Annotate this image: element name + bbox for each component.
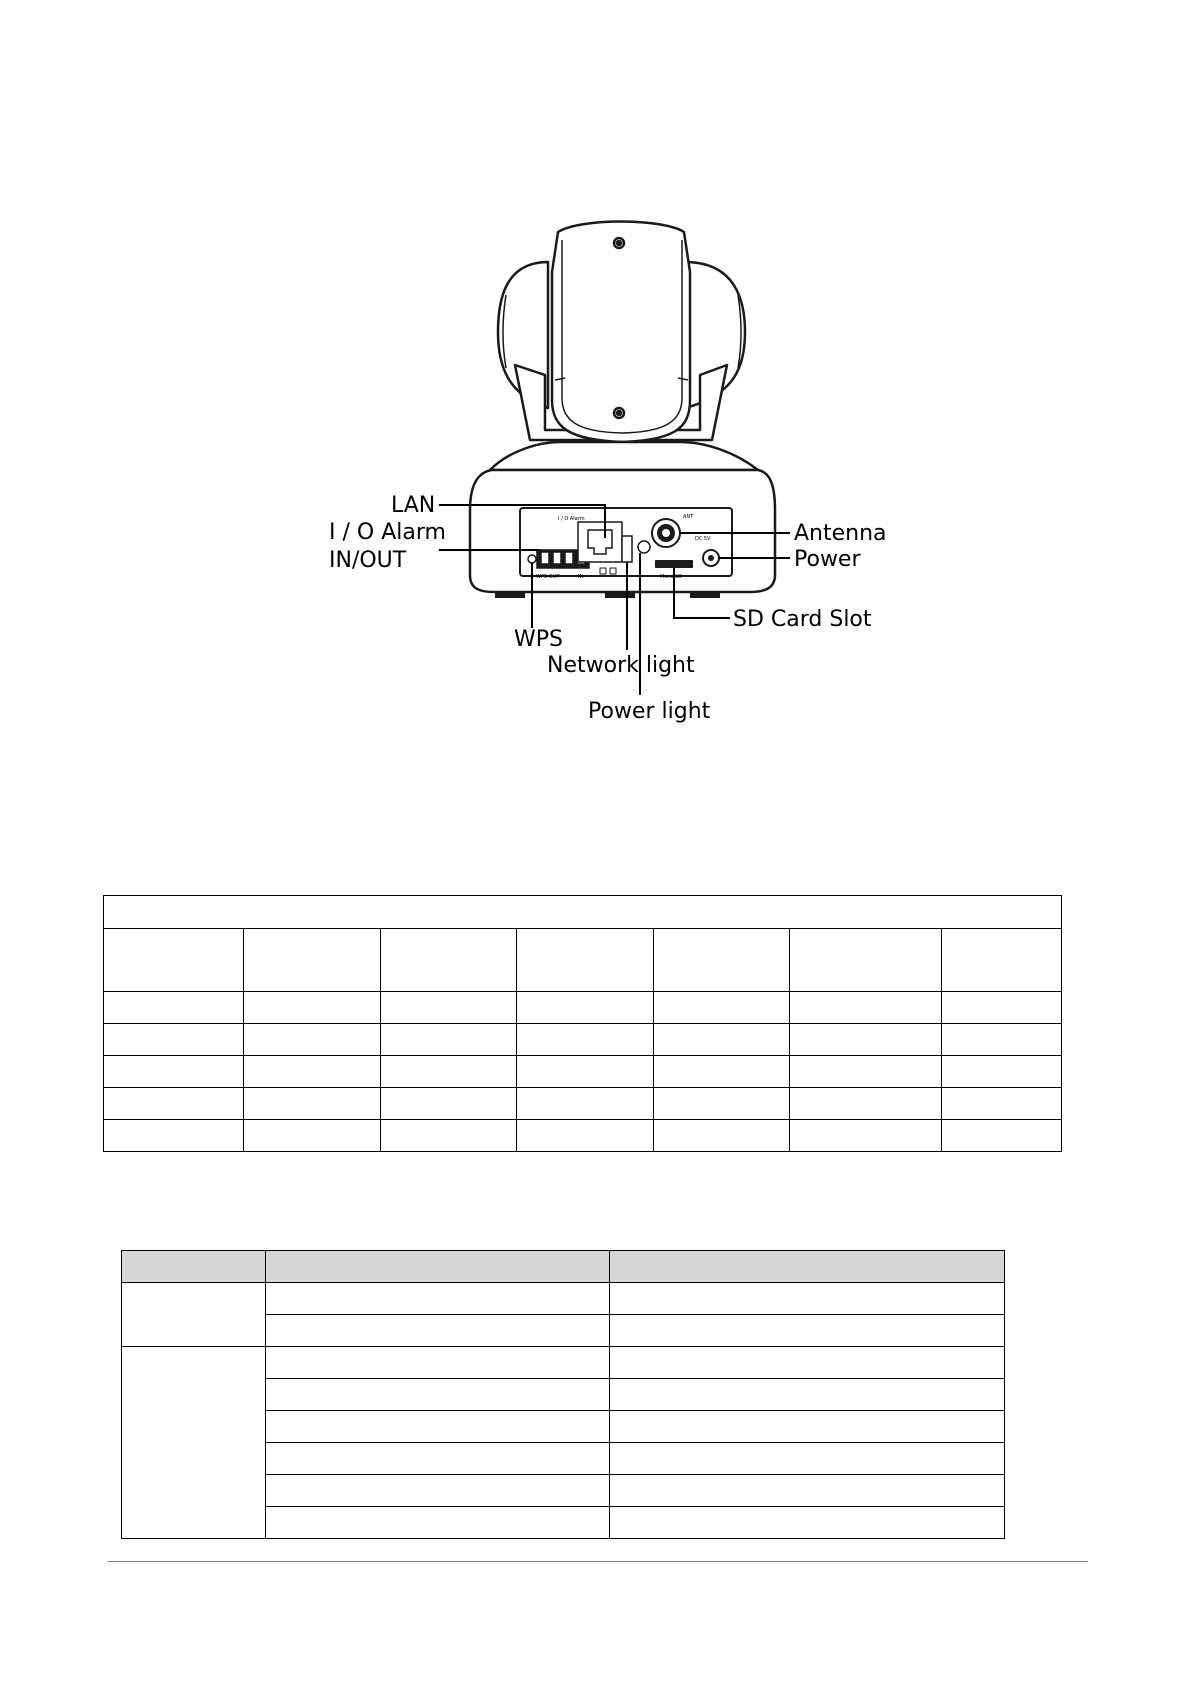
network-light [622, 536, 632, 562]
function-table [121, 1250, 1005, 1539]
table-group-cell [122, 1347, 266, 1539]
lan-port [578, 522, 622, 562]
table-row [104, 1120, 1062, 1152]
table-header-cell [942, 929, 1062, 992]
table-header-cell [517, 929, 654, 992]
wps-button [528, 555, 536, 563]
callout-lan: LAN [391, 493, 436, 518]
panel-print-in: IN [578, 574, 584, 580]
callout-antenna: Antenna [794, 521, 887, 546]
panel-print-io: I / O Alarm [558, 516, 585, 522]
table-row [122, 1347, 1005, 1379]
callout-wps: WPS [514, 627, 563, 652]
footer-divider [108, 1561, 1088, 1562]
callout-power-light: Power light [588, 699, 711, 724]
table-row [104, 1088, 1062, 1120]
power-light [638, 541, 650, 553]
antenna-connector [652, 519, 680, 547]
table-row [104, 1056, 1062, 1088]
table-header-cell [266, 1251, 610, 1283]
table-title-cell [104, 896, 1062, 929]
table-header-cell [610, 1251, 1005, 1283]
table-header-cell [122, 1251, 266, 1283]
panel-print-micro-sd: Micro SD [660, 574, 683, 580]
panel-print-wps-out: WPS OUT [536, 574, 560, 580]
callout-sd-card-slot: SD Card Slot [733, 607, 872, 632]
table-group-cell [122, 1283, 266, 1347]
callout-network-light: Network light [547, 653, 695, 678]
sd-card-slot [655, 560, 693, 568]
table-row [104, 992, 1062, 1024]
power-jack [703, 550, 719, 566]
table-header-cell [381, 929, 517, 992]
callout-io-alarm: I / O Alarm [329, 520, 446, 545]
camera-rear-view-figure [0, 0, 1191, 760]
table-row [122, 1283, 1005, 1315]
specification-table [103, 895, 1062, 1152]
table-header-cell [790, 929, 942, 992]
panel-print-dc: DC 5V [695, 536, 711, 542]
callout-io-alarm-inout: IN/OUT [329, 548, 407, 573]
callout-power: Power [794, 547, 861, 572]
table-row [104, 1024, 1062, 1056]
camera-base-top [490, 442, 758, 470]
table-header-cell [104, 929, 244, 992]
table-header-cell [244, 929, 381, 992]
panel-print-ant: ANT [683, 514, 694, 520]
table-header-cell [654, 929, 790, 992]
